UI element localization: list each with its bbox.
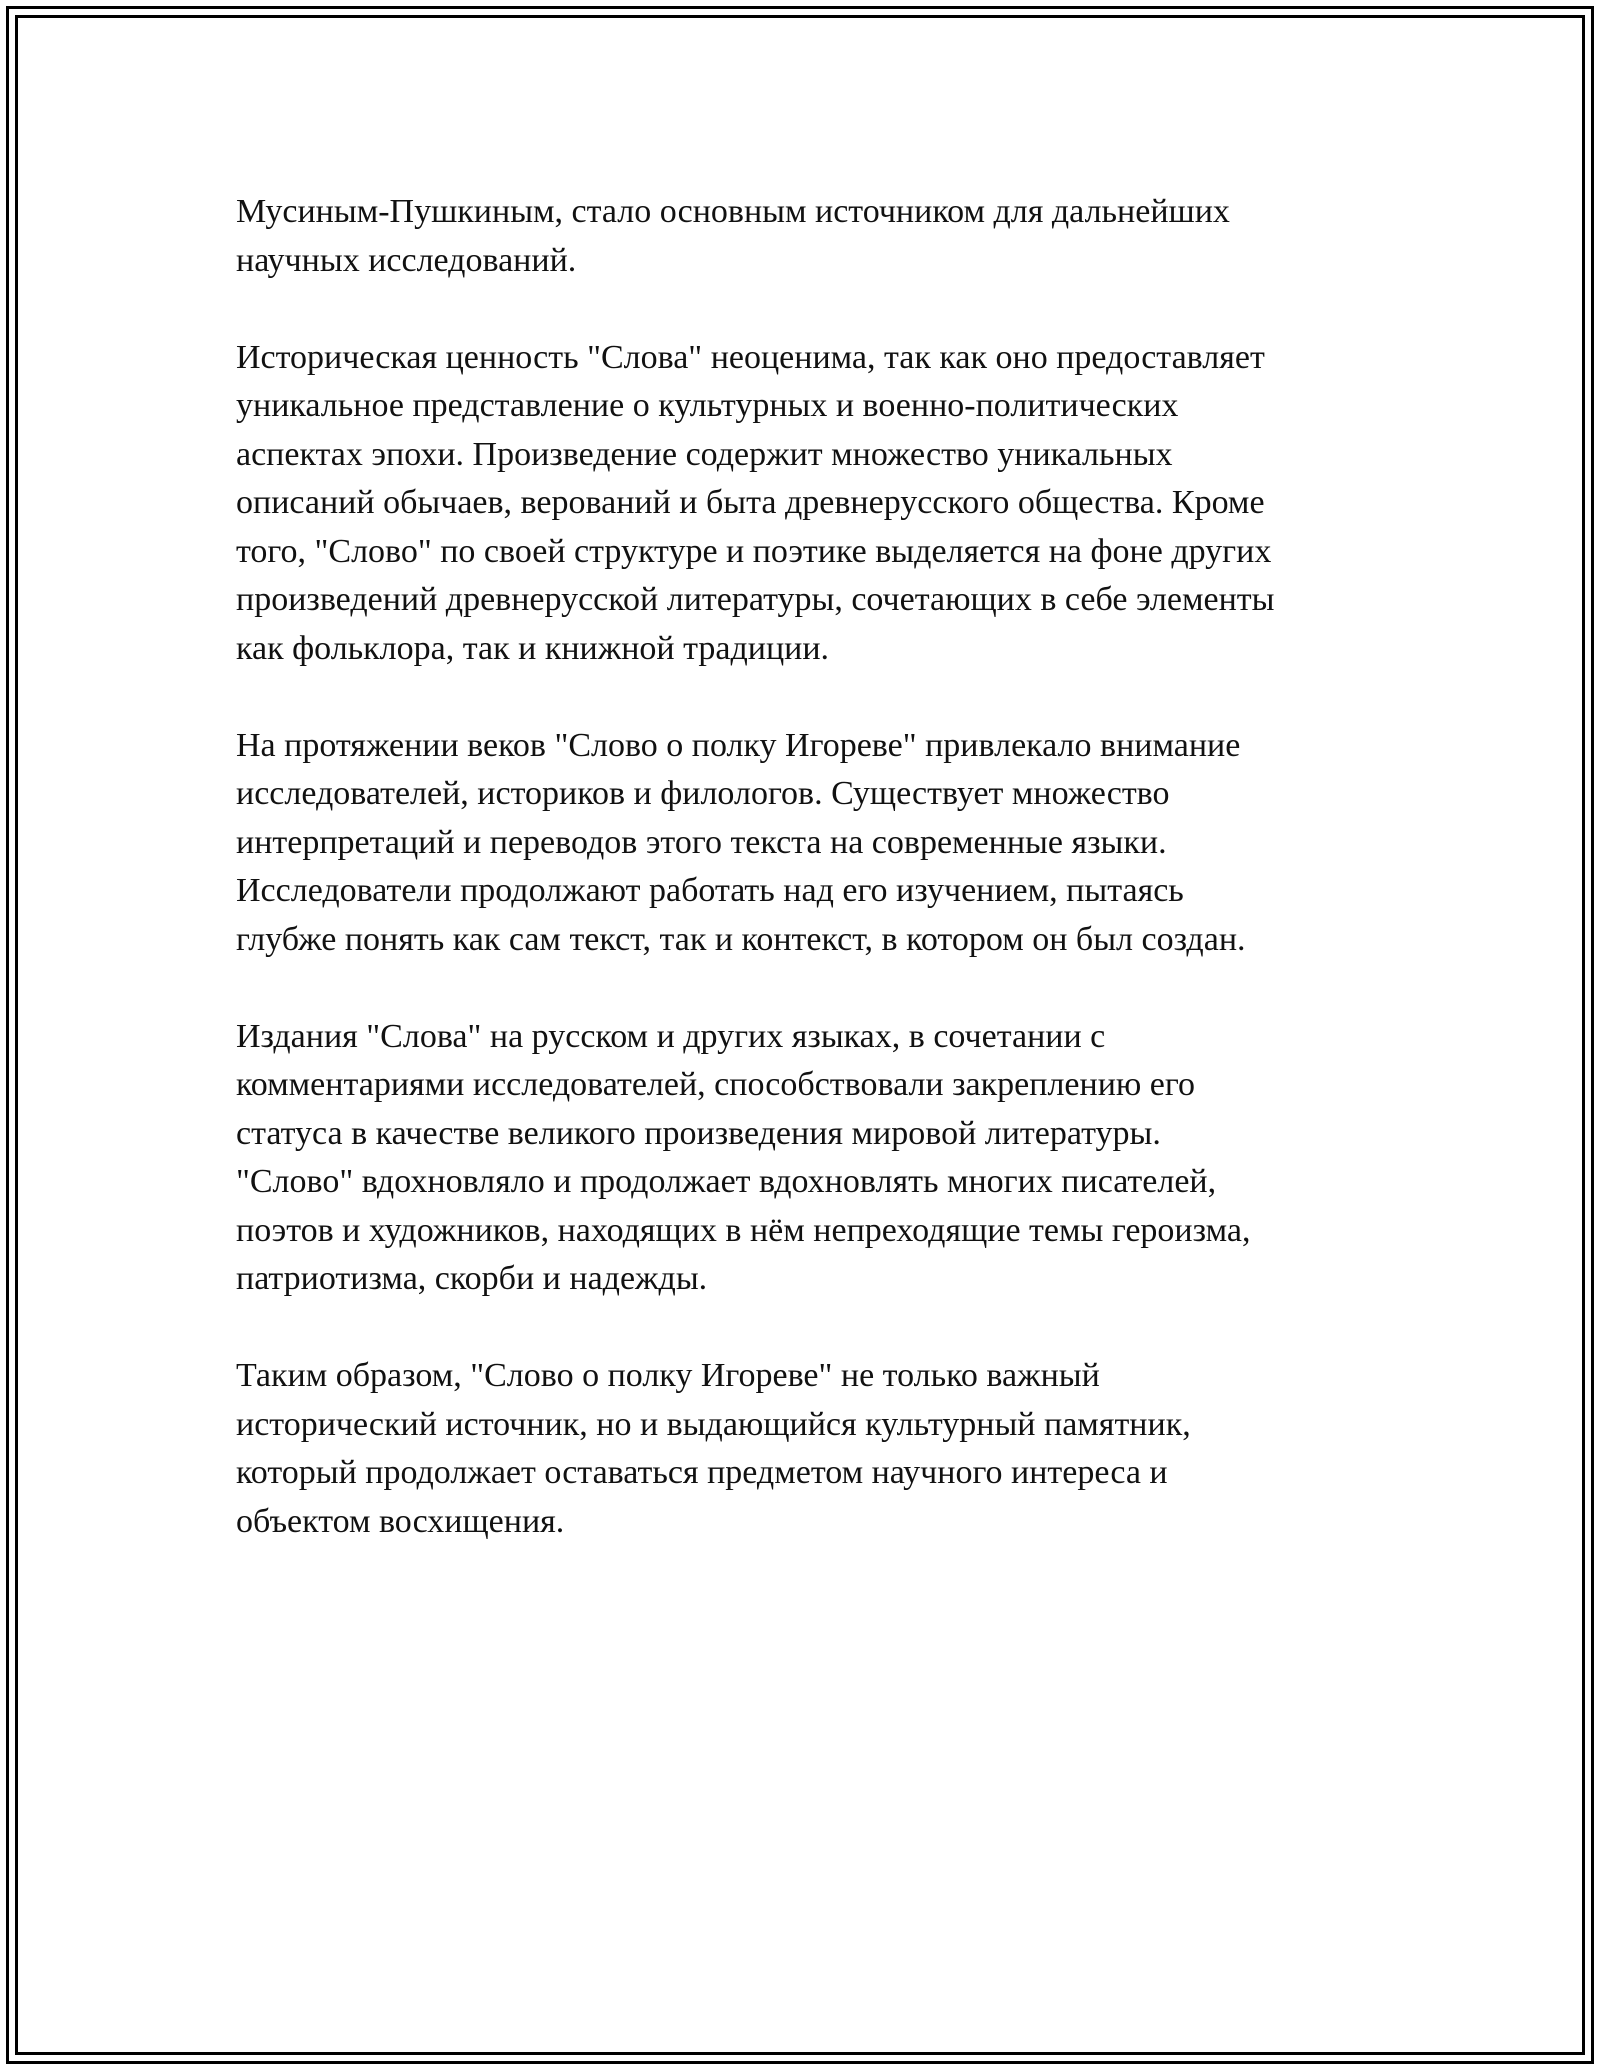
text-line: научных исследований. [236, 241, 577, 279]
text-line: того, "Слово" по своей структуре и поэтике выделяется на фоне других [236, 532, 1272, 570]
text-line: поэтов и художников, находящих в нём непреходящие темы героизма, [236, 1211, 1251, 1249]
text-line: исследователей, историков и филологов. Существует множество [236, 775, 1170, 812]
text-line: "Слово" вдохновляло и продолжает вдохновлять многих писателей, [236, 1163, 1217, 1200]
paragraph-4 [236, 1013, 1386, 1304]
text-line: описаний обычаев, верований и быта древнерусского общества. Кроме [236, 484, 1265, 521]
paragraph-5 [236, 1352, 1386, 1546]
text-line: который продолжает оставаться предметом научного интереса и [236, 1454, 1168, 1491]
document-body [236, 188, 1386, 1595]
text-line: На протяжении веков "Слово о полку Игореве" привлекало внимание [236, 726, 1241, 764]
text-line: Таким образом, "Слово о полку Игореве" не только важный [236, 1357, 1100, 1394]
paragraph-3 [236, 722, 1386, 965]
text-line: произведений древнерусской литературы, сочетающих в себе элементы [236, 581, 1275, 618]
paragraph-1 [236, 188, 1386, 285]
text-line: Историческая ценность "Слова" неоценима, так как оно предоставляет [236, 338, 1265, 376]
text-line: объектом восхищения. [236, 1502, 565, 1540]
text-line: комментариями исследователей, способствовали закреплению его [236, 1066, 1195, 1103]
text-line: глубже понять как сам текст, так и контекст, в котором он был создан. [236, 920, 1246, 958]
text-line: патриотизма, скорби и надежды. [236, 1260, 708, 1297]
text-line: Издания "Слова" на русском и других языках, в сочетании с [236, 1017, 1106, 1055]
text-line: Исследователи продолжают работать над его изучением, пытаясь [236, 872, 1184, 909]
paragraph-2 [236, 334, 1386, 674]
text-line: исторический источник, но и выдающийся культурный памятник, [236, 1405, 1191, 1443]
text-line: статуса в качестве великого произведения мировой литературы. [236, 1114, 1161, 1152]
text-line: интерпретаций и переводов этого текста на современные языки. [236, 823, 1167, 861]
text-line: аспектах эпохи. Произведение содержит множество уникальных [236, 435, 1173, 473]
text-line: Мусиным-Пушкиным, стало основным источником для дальнейших [236, 193, 1230, 230]
text-line: как фольклора, так и книжной традиции. [236, 629, 830, 667]
text-line: уникальное представление о культурных и военно-политических [236, 387, 1179, 424]
